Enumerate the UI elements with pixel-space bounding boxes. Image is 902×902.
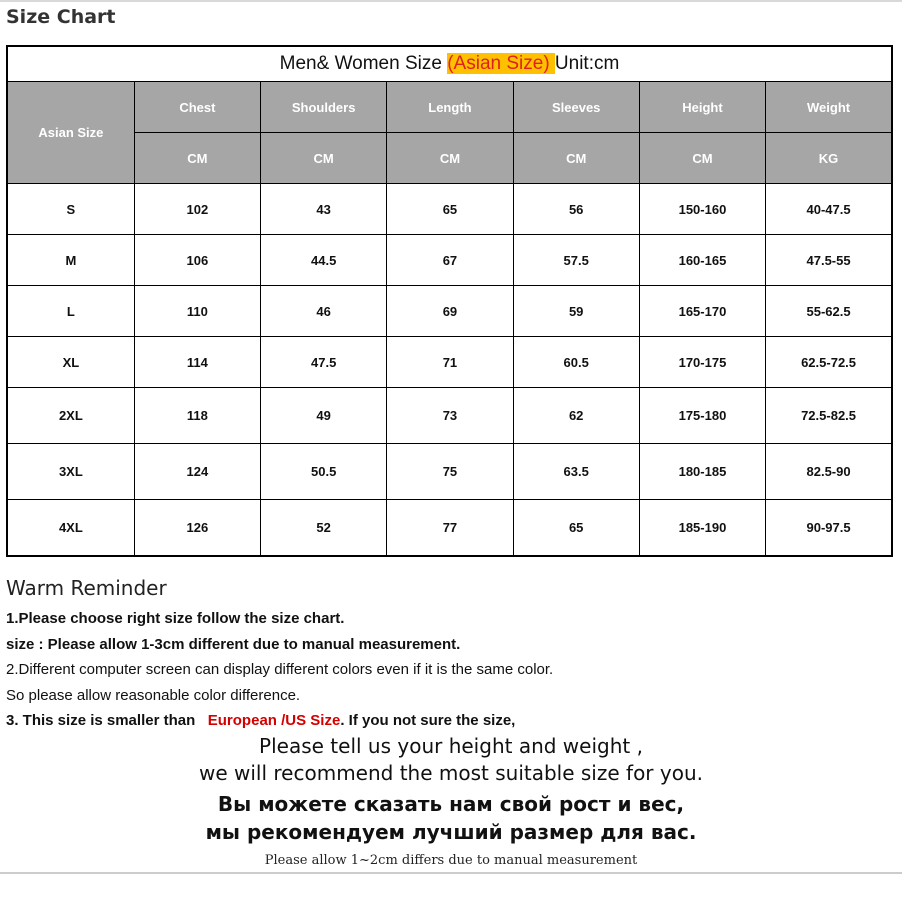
- header-sleeves: Sleeves: [513, 82, 639, 133]
- cell-height: 175-180: [639, 388, 765, 444]
- reminder-line-5: [6, 708, 896, 734]
- cell-size: 4XL: [7, 500, 134, 557]
- unit-weight: KG: [766, 133, 892, 184]
- cell-chest: 110: [134, 286, 260, 337]
- reminder-title: Warm Reminder: [6, 576, 167, 600]
- english-note-line-2: we will recommend the most suitable size for you.: [198, 761, 703, 785]
- cell-length: 77: [387, 500, 513, 557]
- table-caption: [7, 46, 892, 82]
- header-height: Height: [639, 82, 765, 133]
- cell-height: 180-185: [639, 444, 765, 500]
- page-title: Size Chart: [6, 6, 116, 28]
- european-us-size-warning: European /US Size: [207, 712, 341, 729]
- cell-sleeves: 65: [513, 500, 639, 557]
- header-length: Length: [387, 82, 513, 133]
- caption-highlight: (Asian Size): [447, 53, 555, 74]
- reminder-line-3: 2.Different computer screen can display different colors even if it is the same color.: [6, 661, 554, 678]
- size-chart-table: [6, 45, 893, 557]
- top-divider: [0, 0, 902, 2]
- cell-size: XL: [7, 337, 134, 388]
- russian-note: [0, 790, 902, 846]
- unit-sleeves: CM: [513, 133, 639, 184]
- cell-size: M: [7, 235, 134, 286]
- cell-weight: 47.5-55: [766, 235, 892, 286]
- reminder-line-5-start: 3. This size is smaller than: [6, 712, 200, 729]
- cell-size: L: [7, 286, 134, 337]
- cell-weight: 62.5-72.5: [766, 337, 892, 388]
- unit-height: CM: [639, 133, 765, 184]
- table-row: [7, 184, 892, 235]
- cell-sleeves: 59: [513, 286, 639, 337]
- cell-chest: 126: [134, 500, 260, 557]
- russian-note-line-2: мы рекомендуем лучший размер для вас.: [205, 820, 697, 844]
- caption-suffix: Unit:cm: [554, 53, 620, 74]
- cell-shoulders: 44.5: [261, 235, 387, 286]
- cell-sleeves: 56: [513, 184, 639, 235]
- table-row: [7, 388, 892, 444]
- cell-height: 185-190: [639, 500, 765, 557]
- cell-shoulders: 46: [261, 286, 387, 337]
- cell-shoulders: 50.5: [261, 444, 387, 500]
- cell-sleeves: 57.5: [513, 235, 639, 286]
- cell-weight: 90-97.5: [766, 500, 892, 557]
- cell-length: 65: [387, 184, 513, 235]
- header-chest: Chest: [134, 82, 260, 133]
- bottom-divider: [0, 872, 902, 874]
- cell-weight: 82.5-90: [766, 444, 892, 500]
- table-row: [7, 337, 892, 388]
- reminder-line-5-end: . If you not sure the size,: [340, 712, 516, 729]
- table-row: [7, 500, 892, 557]
- header-weight: Weight: [766, 82, 892, 133]
- cell-weight: 55-62.5: [766, 286, 892, 337]
- warm-reminder: [6, 576, 896, 734]
- cell-height: 165-170: [639, 286, 765, 337]
- cell-chest: 106: [134, 235, 260, 286]
- cell-shoulders: 52: [261, 500, 387, 557]
- table-row: [7, 444, 892, 500]
- cell-sleeves: 62: [513, 388, 639, 444]
- cell-chest: 102: [134, 184, 260, 235]
- header-asian-size: Asian Size: [7, 82, 134, 184]
- caption-prefix: Men& Women Size: [279, 53, 448, 74]
- cell-size: 2XL: [7, 388, 134, 444]
- cell-chest: 118: [134, 388, 260, 444]
- cell-weight: 40-47.5: [766, 184, 892, 235]
- table-row: [7, 235, 892, 286]
- cell-length: 73: [387, 388, 513, 444]
- unit-length: CM: [387, 133, 513, 184]
- table-row: [7, 286, 892, 337]
- english-note-line-1: Please tell us your height and weight ,: [259, 734, 643, 758]
- cell-sleeves: 60.5: [513, 337, 639, 388]
- cell-length: 67: [387, 235, 513, 286]
- cell-height: 160-165: [639, 235, 765, 286]
- cell-length: 69: [387, 286, 513, 337]
- english-note: [0, 733, 902, 787]
- cell-size: S: [7, 184, 134, 235]
- cell-chest: 114: [134, 337, 260, 388]
- measurement-note: Please allow 1~2cm differs due to manual measurement: [264, 853, 638, 868]
- unit-shoulders: CM: [261, 133, 387, 184]
- unit-chest: CM: [134, 133, 260, 184]
- cell-shoulders: 47.5: [261, 337, 387, 388]
- cell-length: 75: [387, 444, 513, 500]
- cell-height: 150-160: [639, 184, 765, 235]
- cell-length: 71: [387, 337, 513, 388]
- cell-weight: 72.5-82.5: [766, 388, 892, 444]
- header-shoulders: Shoulders: [261, 82, 387, 133]
- cell-sleeves: 63.5: [513, 444, 639, 500]
- reminder-line-1: 1.Please choose right size follow the size chart.: [6, 610, 345, 627]
- cell-shoulders: 43: [261, 184, 387, 235]
- cell-size: 3XL: [7, 444, 134, 500]
- cell-shoulders: 49: [261, 388, 387, 444]
- cell-height: 170-175: [639, 337, 765, 388]
- cell-chest: 124: [134, 444, 260, 500]
- reminder-line-2: size : Please allow 1-3cm different due to manual measurement.: [6, 635, 461, 653]
- russian-note-line-1: Вы можете сказать нам свой рост и вес,: [217, 792, 685, 816]
- reminder-line-4: So please allow reasonable color difference.: [6, 686, 301, 704]
